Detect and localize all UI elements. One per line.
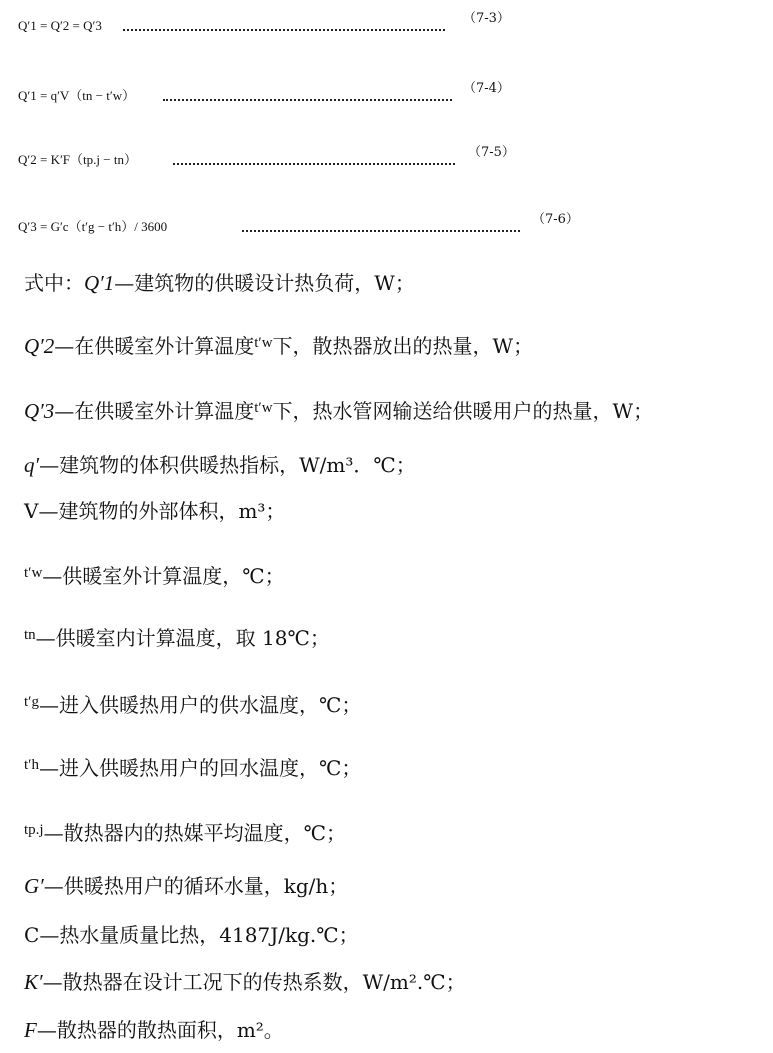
definition-symbol: t′h [24, 757, 39, 773]
definition-text: —进入供暖热用户的供水温度，℃； [38, 693, 362, 717]
definition-text: —供暖室外计算温度，℃； [42, 564, 285, 588]
dotted-leader [123, 29, 445, 31]
equation-number: （7-5） [468, 145, 515, 160]
equation-number: （7-4） [463, 81, 510, 96]
definition-text: —在供暖室外计算温度 [54, 399, 255, 423]
definition-symbol: q′ [24, 453, 40, 477]
definition-text-2: 下，热水管网输送给供暖用户的热量，W； [272, 399, 654, 423]
definition-tg [24, 689, 361, 718]
definition-f [24, 1017, 284, 1043]
definition-q-index [24, 452, 416, 478]
definition-symbol: t′w [24, 565, 43, 581]
equation-lhs: Q′3 = G′c（t′g − t′h）/ 3600 [18, 219, 168, 234]
definition-symbol: G′ [24, 874, 44, 898]
definition-text: —散热器在设计工况下的传热系数，W/m².℃； [42, 970, 466, 994]
definition-symbol: Q′2 [24, 334, 55, 358]
definition-q1 [24, 270, 415, 296]
equation-7-4 [18, 81, 510, 104]
definition-text: —散热器内的热媒平均温度，℃； [43, 821, 346, 845]
definition-k [24, 969, 466, 995]
definition-symbol: tn [24, 627, 36, 643]
definition-text: —建筑物的外部体积，m³； [38, 499, 286, 523]
equation-lhs: Q′1 = Q′2 = Q′3 [18, 18, 102, 33]
definition-text: —建筑物的体积供暖热指标，W/m³．℃； [39, 453, 416, 477]
definition-c [24, 922, 359, 948]
definition-v [24, 498, 285, 524]
definition-text: —在供暖室外计算温度 [54, 334, 255, 358]
definition-tpj [24, 817, 346, 846]
definition-tn [24, 622, 330, 651]
definition-symbol: F [24, 1018, 37, 1042]
definition-symbol: K′ [24, 970, 43, 994]
definition-text: —供暖室内计算温度，取 18℃； [35, 626, 330, 650]
definition-text-2: 下，散热器放出的热量，W； [272, 334, 534, 358]
inline-symbol: t′w [254, 400, 273, 416]
equation-number: （7-6） [532, 212, 579, 227]
definition-symbol: t′g [24, 694, 39, 710]
dotted-leader [242, 230, 520, 232]
dotted-leader [173, 163, 455, 165]
definition-q3 [24, 395, 653, 424]
definition-text: —供暖热用户的循环水量，kg/h； [43, 874, 349, 898]
definition-symbol: C [24, 923, 40, 947]
equation-7-3 [18, 11, 510, 34]
definition-g [24, 873, 348, 899]
equation-lhs: Q′1 = q′V（tn − t′w） [18, 88, 136, 103]
definition-symbol: tp.j [24, 822, 44, 838]
equation-lhs: Q′2 = K′F（tp.j − tn） [18, 152, 137, 167]
definition-th [24, 752, 361, 781]
inline-symbol: t′w [254, 335, 273, 351]
equation-7-5 [18, 145, 515, 168]
definition-tw [24, 560, 285, 589]
definition-text: —进入供暖热用户的回水温度，℃； [38, 756, 362, 780]
definition-symbol: Q′1 [84, 271, 115, 295]
equation-number: （7-3） [463, 11, 510, 26]
definition-symbol: Q′3 [24, 399, 55, 423]
equation-7-6 [18, 212, 579, 235]
definition-symbol: V [24, 499, 39, 523]
definition-text: —建筑物的供暖设计热负荷，W； [114, 271, 415, 295]
definition-prefix: 式中： [24, 271, 84, 295]
definition-text: —散热器的散热面积，m²。 [36, 1018, 284, 1042]
definition-text: —热水量质量比热，4187J/kg.℃； [39, 923, 359, 947]
definition-q2 [24, 330, 533, 359]
dotted-leader [163, 99, 452, 101]
